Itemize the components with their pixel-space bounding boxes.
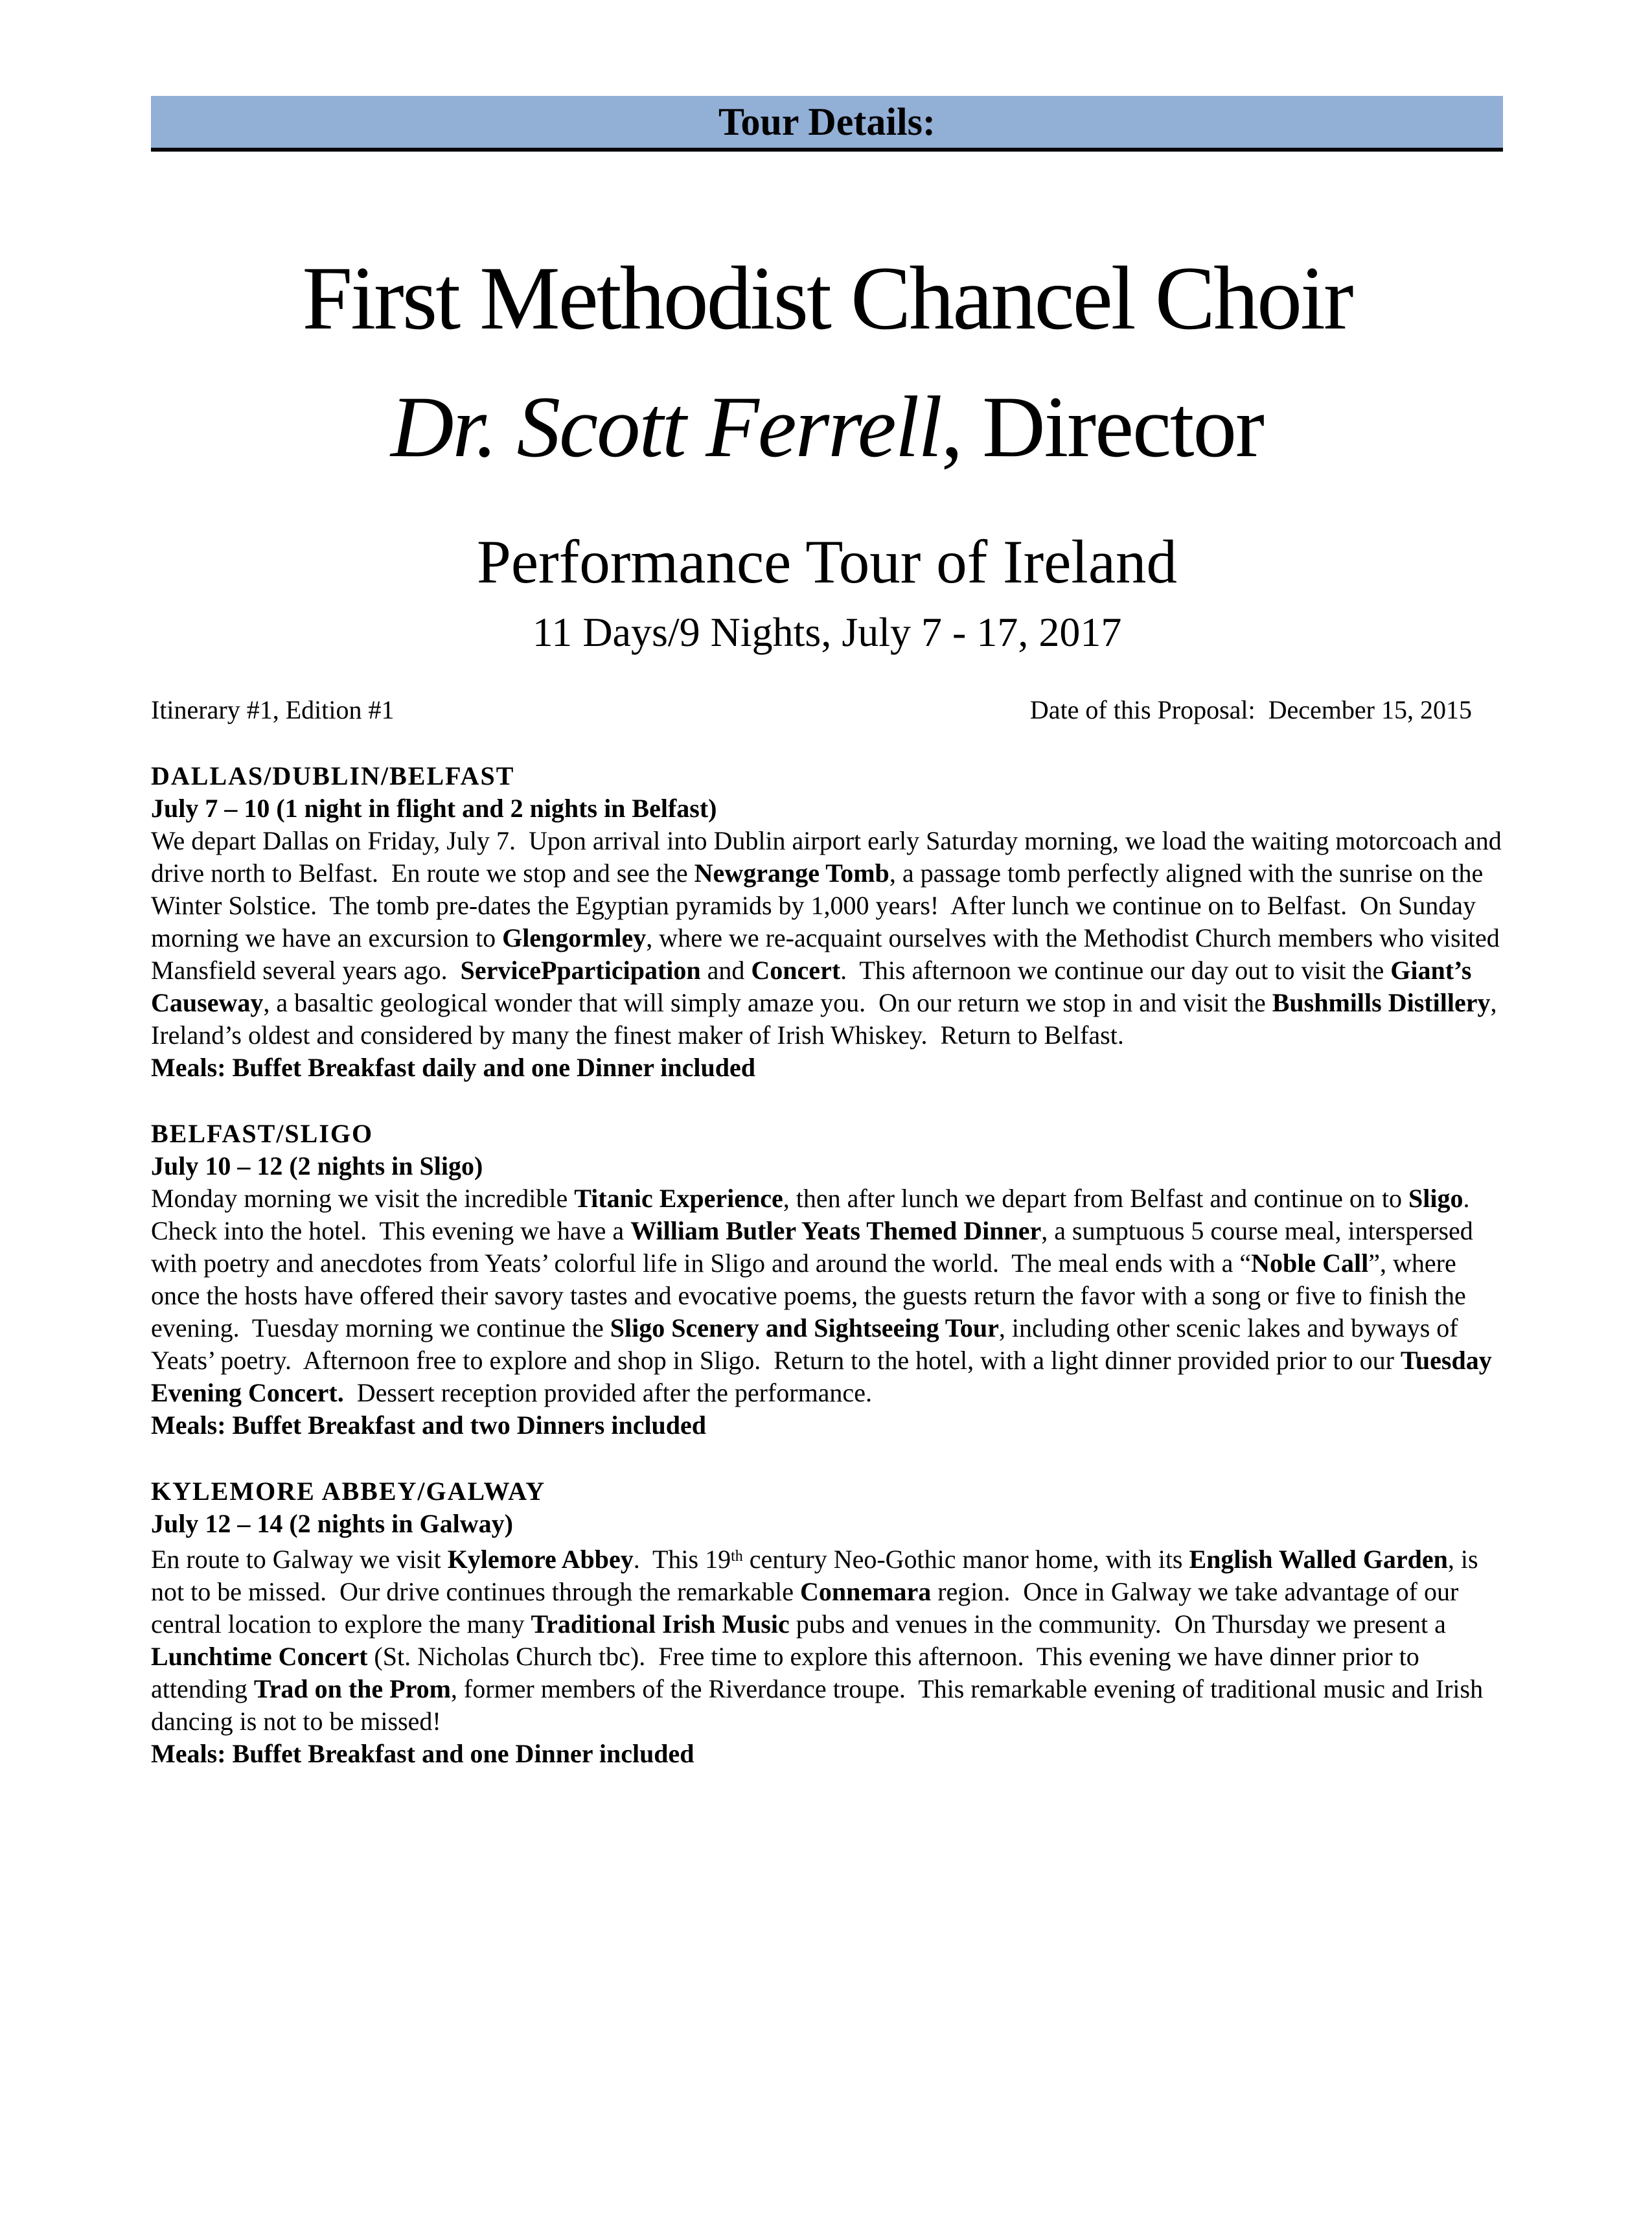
main-title: First Methodist Chancel Choir (302, 248, 1352, 349)
section-body: We depart Dallas on Friday, July 7. Upon arrival into Dublin airport early Saturday morning, we load the waiting motorcoach and drive north to Belfast. En route we stop and see the Newgrange Tomb, a passage tomb perfectly aligned with the sunrise on the Winter Solstice. The tomb pre-dates the Egyptian pyramids by 1,000 years! After lunch we continue on to Belfast. On Sunday morning we have an excursion to Glengormley, where we re-acquaint ourselves with the Methodist Church members who visited Mansfield several years ago. ServicePparticipation and Concert. This afternoon we continue our day out to visit the Giant’s Causeway, a basaltic geological wonder that will simply amaze you. On our return we stop in and visit the Bushmills Distillery, Ireland’s oldest and considered by many the finest maker of Irish Whiskey. Return to Belfast. (151, 826, 1508, 1050)
tour-details-banner (151, 96, 1503, 152)
tour-duration: 11 Days/9 Nights, July 7 - 17, 2017 (532, 609, 1122, 655)
section-dates: July 12 – 14 (2 nights in Galway) (151, 1509, 513, 1539)
tour-subtitle: Performance Tour of Ireland (477, 527, 1177, 596)
director-line (151, 380, 1503, 476)
proposal-date-label: Date of this Proposal: December 15, 2015 (1029, 695, 1472, 725)
section-dates: July 7 – 10 (1 night in flight and 2 nights in Belfast) (151, 794, 717, 823)
meta-row (151, 694, 1503, 726)
itinerary-edition-label: Itinerary #1, Edition #1 (151, 695, 395, 725)
section-body: En route to Galway we visit Kylemore Abbey. This 19th century Neo-Gothic manor home, with its English Walled Garden, is not to be missed. Our drive continues through the remarkable Connemara region. Once in Galway we take advantage of our central location to explore the many Traditional Irish Music pubs and venues in the community. On Thursday we present a Lunchtime Concert (St. Nicholas Church tbc). Free time to explore this afternoon. This evening we have dinner prior to attending Trad on the Prom, former members of the Riverdance troupe. This remarkable evening of traditional music and Irish dancing is not to be missed! (151, 1545, 1490, 1736)
section-belfast-sligo (151, 1118, 1503, 1442)
section-kylemore-abbey-galway (151, 1475, 1503, 1770)
section-heading: BELFAST/SLIGO (151, 1119, 374, 1149)
section-dallas-dublin-belfast (151, 760, 1508, 1084)
section-meals: Meals: Buffet Breakfast daily and one Dinner included (151, 1053, 756, 1083)
section-meals: Meals: Buffet Breakfast and two Dinners included (151, 1411, 707, 1440)
banner-title: Tour Details: (718, 100, 936, 143)
section-meals: Meals: Buffet Breakfast and one Dinner included (151, 1739, 694, 1769)
section-dates: July 10 – 12 (2 nights in Sligo) (151, 1151, 483, 1181)
section-body: Monday morning we visit the incredible Titanic Experience, then after lunch we depart from Belfast and continue on to Sligo. Check into the hotel. This evening we have a William Butler Yeats Themed Dinner, a sumptuous 5 course meal, interspersed with poetry and anecdotes from Yeats’ colorful life in Sligo and around the world. The meal ends with a “Noble Call”, where once the hosts have offered their savory tastes and evocative poems, the guests return the favor with a song or five to finish the evening. Tuesday morning we continue the Sligo Scenery and Sightseeing Tour, including other scenic lakes and byways of Yeats’ poetry. Afternoon free to explore and shop in Sligo. Return to the hotel, with a light dinner provided prior to our Tuesday Evening Concert. Dessert reception provided after the performance. (151, 1184, 1498, 1408)
director-suffix: , Director (941, 379, 1263, 476)
section-heading: KYLEMORE ABBEY/GALWAY (151, 1477, 546, 1506)
director-name: Dr. Scott Ferrell (391, 379, 941, 476)
section-heading: DALLAS/DUBLIN/BELFAST (151, 761, 515, 791)
document-page (0, 96, 1652, 2234)
